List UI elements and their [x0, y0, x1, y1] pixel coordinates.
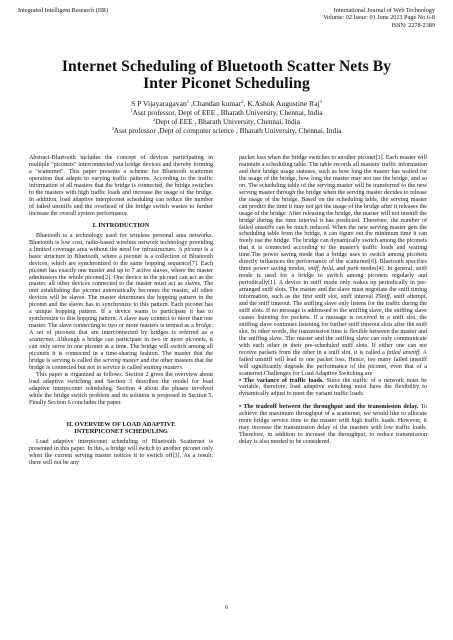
section-2-heading-line-2: INTERPICONET SCHEDULING	[74, 427, 168, 435]
term-sniff-hold: sniff, hold,	[308, 266, 335, 273]
right-text-a: packet loss when the bridge switches to another piconet[1]. Each master will maintain a scheduling table. The table records all masters' traffic information and their bridge usage statuses, such as how long the master has waited for the usage of the bridge, how long the master may not use the bridge, and so on. The scheduling table of the serving master will be transferred to the new serving master through the bridge when the serving master decides to release the usage of the bridge. Based on the scheduling table, the serving master can predict the time it may not get the usage of the bridge after it releases the usage of the bridge. After releasing the bridge, the master will not unsniff the bridge during the time interval it has predicted. Therefore, the number of failed unsniffs can be much reduced. When the new serving master gets the scheduling table from the bridge, it can figure out the minimum time it can freely use the bridge. The bridge can dynamically switch among the piconets that it is connected according to the master's traffic loads and waiting time.The power saving mode that a bridge uses to switch among piconets directly influences the performance of the scatternet[6]. Bluetooth specifies three power saving modes,	[239, 155, 427, 273]
title-line-1: Internet Scheduling of Bluetooth Scatter Nets By	[61, 58, 392, 75]
author-2: ,Chandan kumar	[189, 99, 242, 108]
intro-text-b: is a basic structure in Bluetooth, where a piconet is a collection of Bluetooth devices, which are synchronized to the same hopping sequence[7]. Each piconet has exactly one master and up to 7 active slaves, where the master administers the whole piconet[2]. One device in the piconet can act as the master, all other devices connected to the master must act as slaves. The unit establishing the piconet automatically becomes the master, all other devices will be slaves. The master determines the hopping pattern in the piconet and the slaves has to synchronize to this pattern. Each piconet has a unique hopping pattern. If a device wants to participate it has to synchronize to this hopping pattern. A slave may connect to more than one master. The slave connecting to two or more masters is termed as a	[29, 246, 213, 330]
author-1: S P Vijayaragavan	[131, 99, 187, 108]
right-text-b: and	[334, 266, 348, 273]
intro-text-c: . A set of piconets that are interconnected by bridges is referred as a	[29, 323, 213, 337]
bullet-2-heading: • The tradeoff between the throughput and the transmission delay.	[239, 404, 419, 411]
right-paragraph-1	[239, 155, 427, 378]
affiliation-3-sup: 3	[111, 125, 114, 131]
right-text-c: modes[4]. In general, sniff mode is used for a bridge to switch among piconets regularly and periodically[1]. A device in sniff mode only wakes up periodically in pre-arranged sniff slots. The master and the slave must negotiate the sniff timing information, such as the first sniff slot, sniff interval	[239, 266, 427, 301]
affiliation-2-sup: 2	[153, 116, 156, 122]
term-bridge: bridge	[195, 323, 212, 330]
section-2-heading-line-1: II. OVERVIEW OF LOAD ADAPTIVE	[66, 420, 176, 428]
author-3-sup: 3	[319, 99, 322, 104]
intro-text-f: .	[182, 364, 184, 371]
journal-info	[323, 7, 435, 29]
affiliation-1-sup: 1	[130, 107, 133, 113]
author-1-sup: 1	[186, 99, 190, 104]
author-block	[20, 100, 433, 136]
bullet-1-heading: • The variance of traffic loads.	[239, 377, 324, 384]
bullet-traffic-variance	[239, 378, 427, 399]
intro-paragraph-1	[29, 233, 213, 372]
section-2-paragraph: Load adaptive interpiconet scheduling of Bluetooth Scatternet is presented in this paper. In this, a bridge will switch to another piconet only when the current serving master notices it to switch off[3]. As a result, there will not be any	[29, 439, 213, 466]
section-gap	[29, 407, 213, 413]
term-tsniff: TSniff	[375, 294, 390, 301]
journal-issn: ISSN: 2278-2389	[391, 21, 435, 29]
term-piconet: piconet	[184, 246, 203, 253]
intro-text-d: . Although a bridge can participate in two or more piconets, it can only serve in one piconet at a time. The bridge will switch among all piconets it is connected in a time-sharing fashion. The master that the bridge is serving is called the	[29, 337, 213, 364]
abstract: Abstract-Bluetooth includes the concept of devices participating in multiple "piconets" interconnected via bridge devices and thereby forming a "scatternet". This paper presents a scheme for Bluetooth scatternet operation that adapts to varying traffic patterns. According to the traffic information of all masters that the bridge is connected, the bridge switches to the masters with high traffic loads and increase the usage of the bridge. In addition, load adaptive interpiconet scheduling can reduce the number of failed unsniffs and the overhead of the bridge switch wastes to further increase the overall system performance.	[29, 155, 213, 217]
affiliation-2-text: Dept of EEE , Bharath University, Chennai, India	[155, 116, 300, 126]
bullet-throughput-tradeoff	[239, 404, 427, 446]
section-1-heading: I. INTRODUCTION	[92, 221, 150, 229]
term-waiting-masters: waiting masters	[143, 364, 183, 371]
journal-volume: Volume: 02 Issue: 01 June 2013 Page No.6-8	[323, 14, 435, 22]
author-2-sup: 2	[241, 99, 244, 104]
intro-text-e: and the other masters that the bridge is connected but not in service is called	[29, 357, 213, 371]
term-serving-master: serving master	[102, 357, 139, 364]
journal-publisher: Integrated Intelligent Research (IIR)	[18, 7, 109, 14]
affiliation-3-text: Asst professor ,Dept of computer science , Bharath University, Chennai, India	[113, 125, 342, 135]
intro-text-a: Bluetooth is a technology used for wireless personal area networks. Bluetooth is low cost, radio-based wireless network technology providing a limited coverage area without the need for infrastructure. A	[29, 232, 213, 253]
page-number: 6	[224, 604, 229, 611]
journal-name: International Journal of Web Technology	[333, 7, 435, 14]
term-scatternet: scatternet	[29, 337, 54, 344]
term-failed-unsniff: failed unsniff	[386, 349, 420, 356]
title-line-2: Inter Piconet Scheduling	[143, 75, 310, 92]
paper-title	[10, 58, 443, 92]
author-3: , K.Ashok Augustine Raj	[243, 99, 320, 108]
affiliation-3	[20, 127, 433, 136]
intro-paragraph-2: This paper is organized as follows. Section 2 gives the overview about load adaptive switching and Section 3 describes the model for load adaptive interpiconet scheduling. Section 4 about the phases involved while the bridge switch problem and its solution is proposed in Section 5. Finally Section 6 concludes the paper.	[29, 371, 213, 406]
right-column	[239, 155, 427, 446]
section-2-heading	[29, 421, 213, 435]
left-column	[29, 155, 213, 467]
term-park: park	[347, 266, 359, 273]
right-text-d: , sniff attempt, and the sniff timeout. The sniffing slave only listens for the traffic during the sniff slots. If no message is addressed to the sniffing slave, the sniffing slave ceases listening for packets. If a message is received in a sniff slot, the sniffing slave continues listening for further sniff timeout slots after the sniff slot. In other words, the transmission time is flexible between the master and the sniffing slave. The master and the sniffing slave can only communicate with each other in their pre-scheduled sniff slots. If either one can not receive packets from the other in a sniff slot, it is called a	[239, 294, 427, 356]
affiliation-1-text: Asst professor, Dept of EEE , Bharath University, Chennai, India	[132, 107, 323, 117]
bullet-2-text: To achieve the maximum throughput of a scatternet, we would like to allocate more bridge service time to the master with high traffic loads. However, it may increase the transmission delay of the masters with low traffic loads. Therefore, in addition to increase the throughput, to reduce transmission delay is also needed to be considered.	[239, 404, 427, 446]
right-text-e: . A failed unsniff will lead to one packet loss. Hence, too many failed unsniff will significantly degrade the performance of the piconet, even that of a scatternet.Challenges for Load Adaptive Switching are	[239, 349, 427, 377]
bullet-1-text: Since the traffic of a network must be variable, therefore, load adaptive switching must have the flexibility to dynamically adjust to meet the variant traffic loads.	[239, 377, 427, 398]
